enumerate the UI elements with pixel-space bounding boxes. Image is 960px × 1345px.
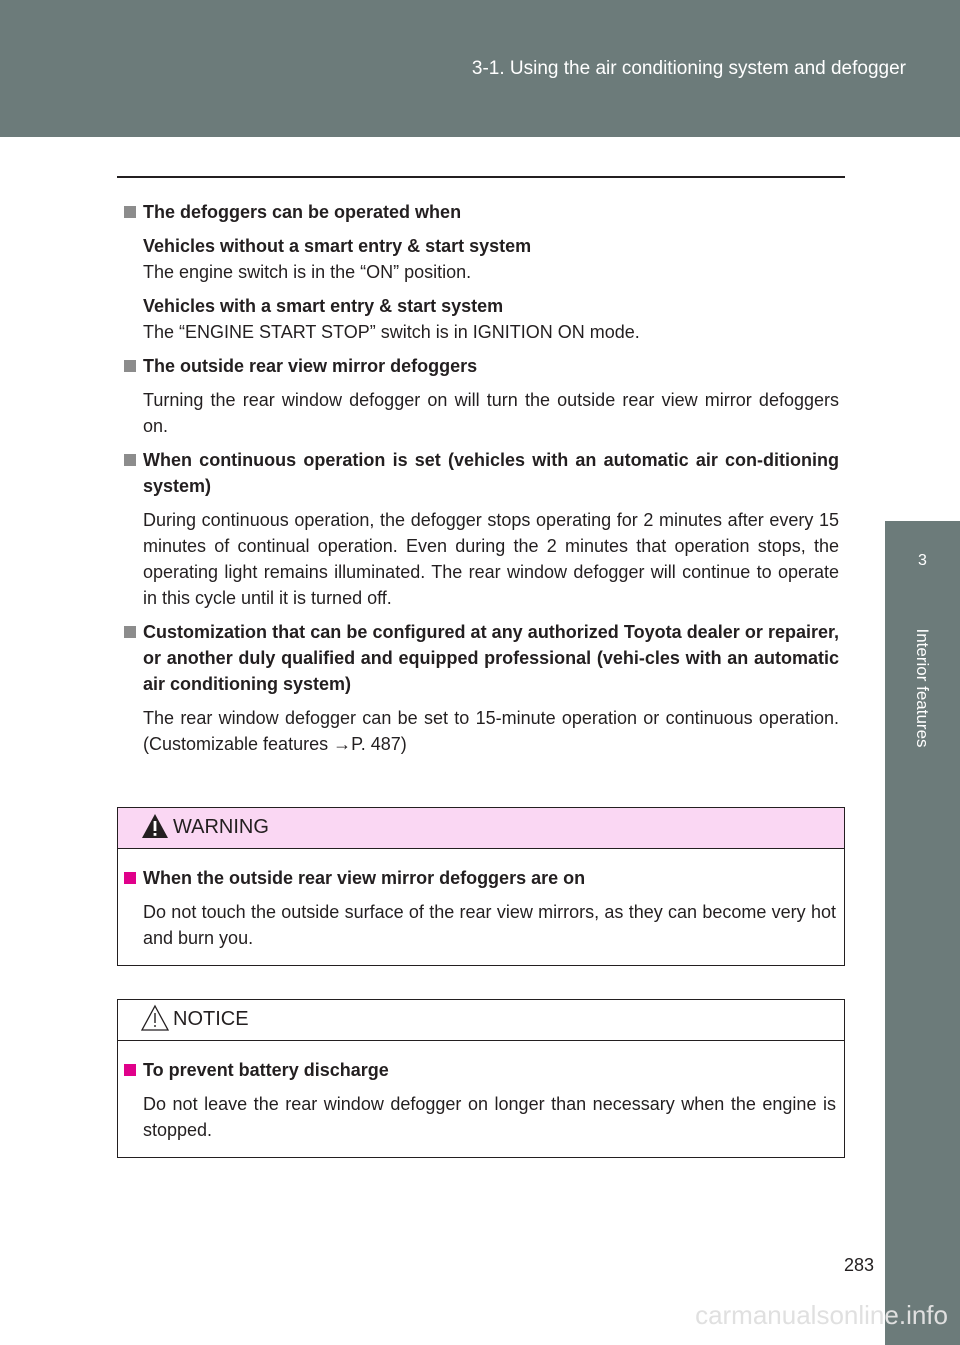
section-heading-text: When continuous operation is set (vehicles with an automatic air con-ditioning system) [143, 450, 839, 496]
warning-body [118, 849, 844, 965]
warning-text: Do not touch the outside surface of the rear view mirrors, as they can become very hot and burn you. [143, 902, 836, 948]
section-heading [121, 619, 839, 697]
section [121, 353, 839, 439]
side-tab-notch [885, 137, 960, 521]
warning-header [118, 808, 844, 849]
page-header-title: 3-1. Using the air conditioning system and defogger [471, 58, 906, 79]
section-text: Turning the rear window defogger on will turn the outside rear view mirror defoggers on. [143, 390, 839, 436]
warning-heading-text: When the outside rear view mirror defoggers are on [143, 868, 586, 888]
section-text: During continuous operation, the defogger stops operating for 2 minutes after every 15 minutes of continual operation. Even during the 2 minutes that operation stops, the operating light remains illuminated. The rear window defogger will continue to operate in this cycle until it is turned off. [143, 510, 839, 608]
bullet-square-icon [124, 360, 136, 372]
subsection-heading: Vehicles with a smart entry & start system [143, 296, 504, 316]
subsection [121, 293, 839, 345]
section [121, 447, 839, 611]
main-content [121, 199, 839, 765]
warning-box [117, 807, 845, 966]
section [121, 199, 839, 345]
subsection-text: The “ENGINE START STOP” switch is in IGNITION ON mode. [143, 322, 640, 342]
bullet-square-icon [124, 626, 136, 638]
notice-heading-text: To prevent battery discharge [143, 1060, 389, 1080]
chapter-label: Interior features [913, 628, 932, 748]
page-number: 283 [843, 1255, 874, 1275]
subsection-text: The engine switch is in the “ON” position. [143, 262, 472, 282]
warning-title: WARNING [173, 816, 269, 838]
section-heading [121, 199, 839, 225]
subsection [121, 233, 839, 285]
warning-heading [121, 865, 836, 891]
chapter-number: 3 [918, 552, 927, 569]
notice-square-icon [124, 1064, 136, 1076]
section [121, 619, 839, 757]
notice-heading [121, 1057, 836, 1083]
warning-triangle-icon [140, 812, 170, 840]
watermark: carmanualsonline.info [695, 1300, 948, 1330]
section-heading-text: The defoggers can be operated when [143, 202, 462, 222]
section-heading-text: Customization that can be configured at any authorized Toyota dealer or repairer, or another duly qualified and equipped professional (vehi-cles with an automatic air conditioning system) [143, 622, 839, 694]
warning-square-icon [124, 872, 136, 884]
top-rule [117, 176, 845, 178]
bullet-square-icon [124, 206, 136, 218]
section-heading [121, 447, 839, 499]
section-text: The rear window defogger can be set to 15-minute operation or continuous operation. (Customizable features →P. 487) [143, 708, 839, 754]
bullet-square-icon [124, 454, 136, 466]
notice-title: NOTICE [173, 1008, 249, 1030]
section-heading-text: The outside rear view mirror defoggers [143, 356, 478, 376]
caution-triangle-icon [140, 1004, 170, 1032]
notice-body [118, 1041, 844, 1157]
section-heading [121, 353, 839, 379]
notice-header [118, 1000, 844, 1041]
subsection-heading: Vehicles without a smart entry & start system [143, 236, 532, 256]
notice-box [117, 999, 845, 1158]
notice-text: Do not leave the rear window defogger on longer than necessary when the engine is stopped. [143, 1094, 836, 1140]
